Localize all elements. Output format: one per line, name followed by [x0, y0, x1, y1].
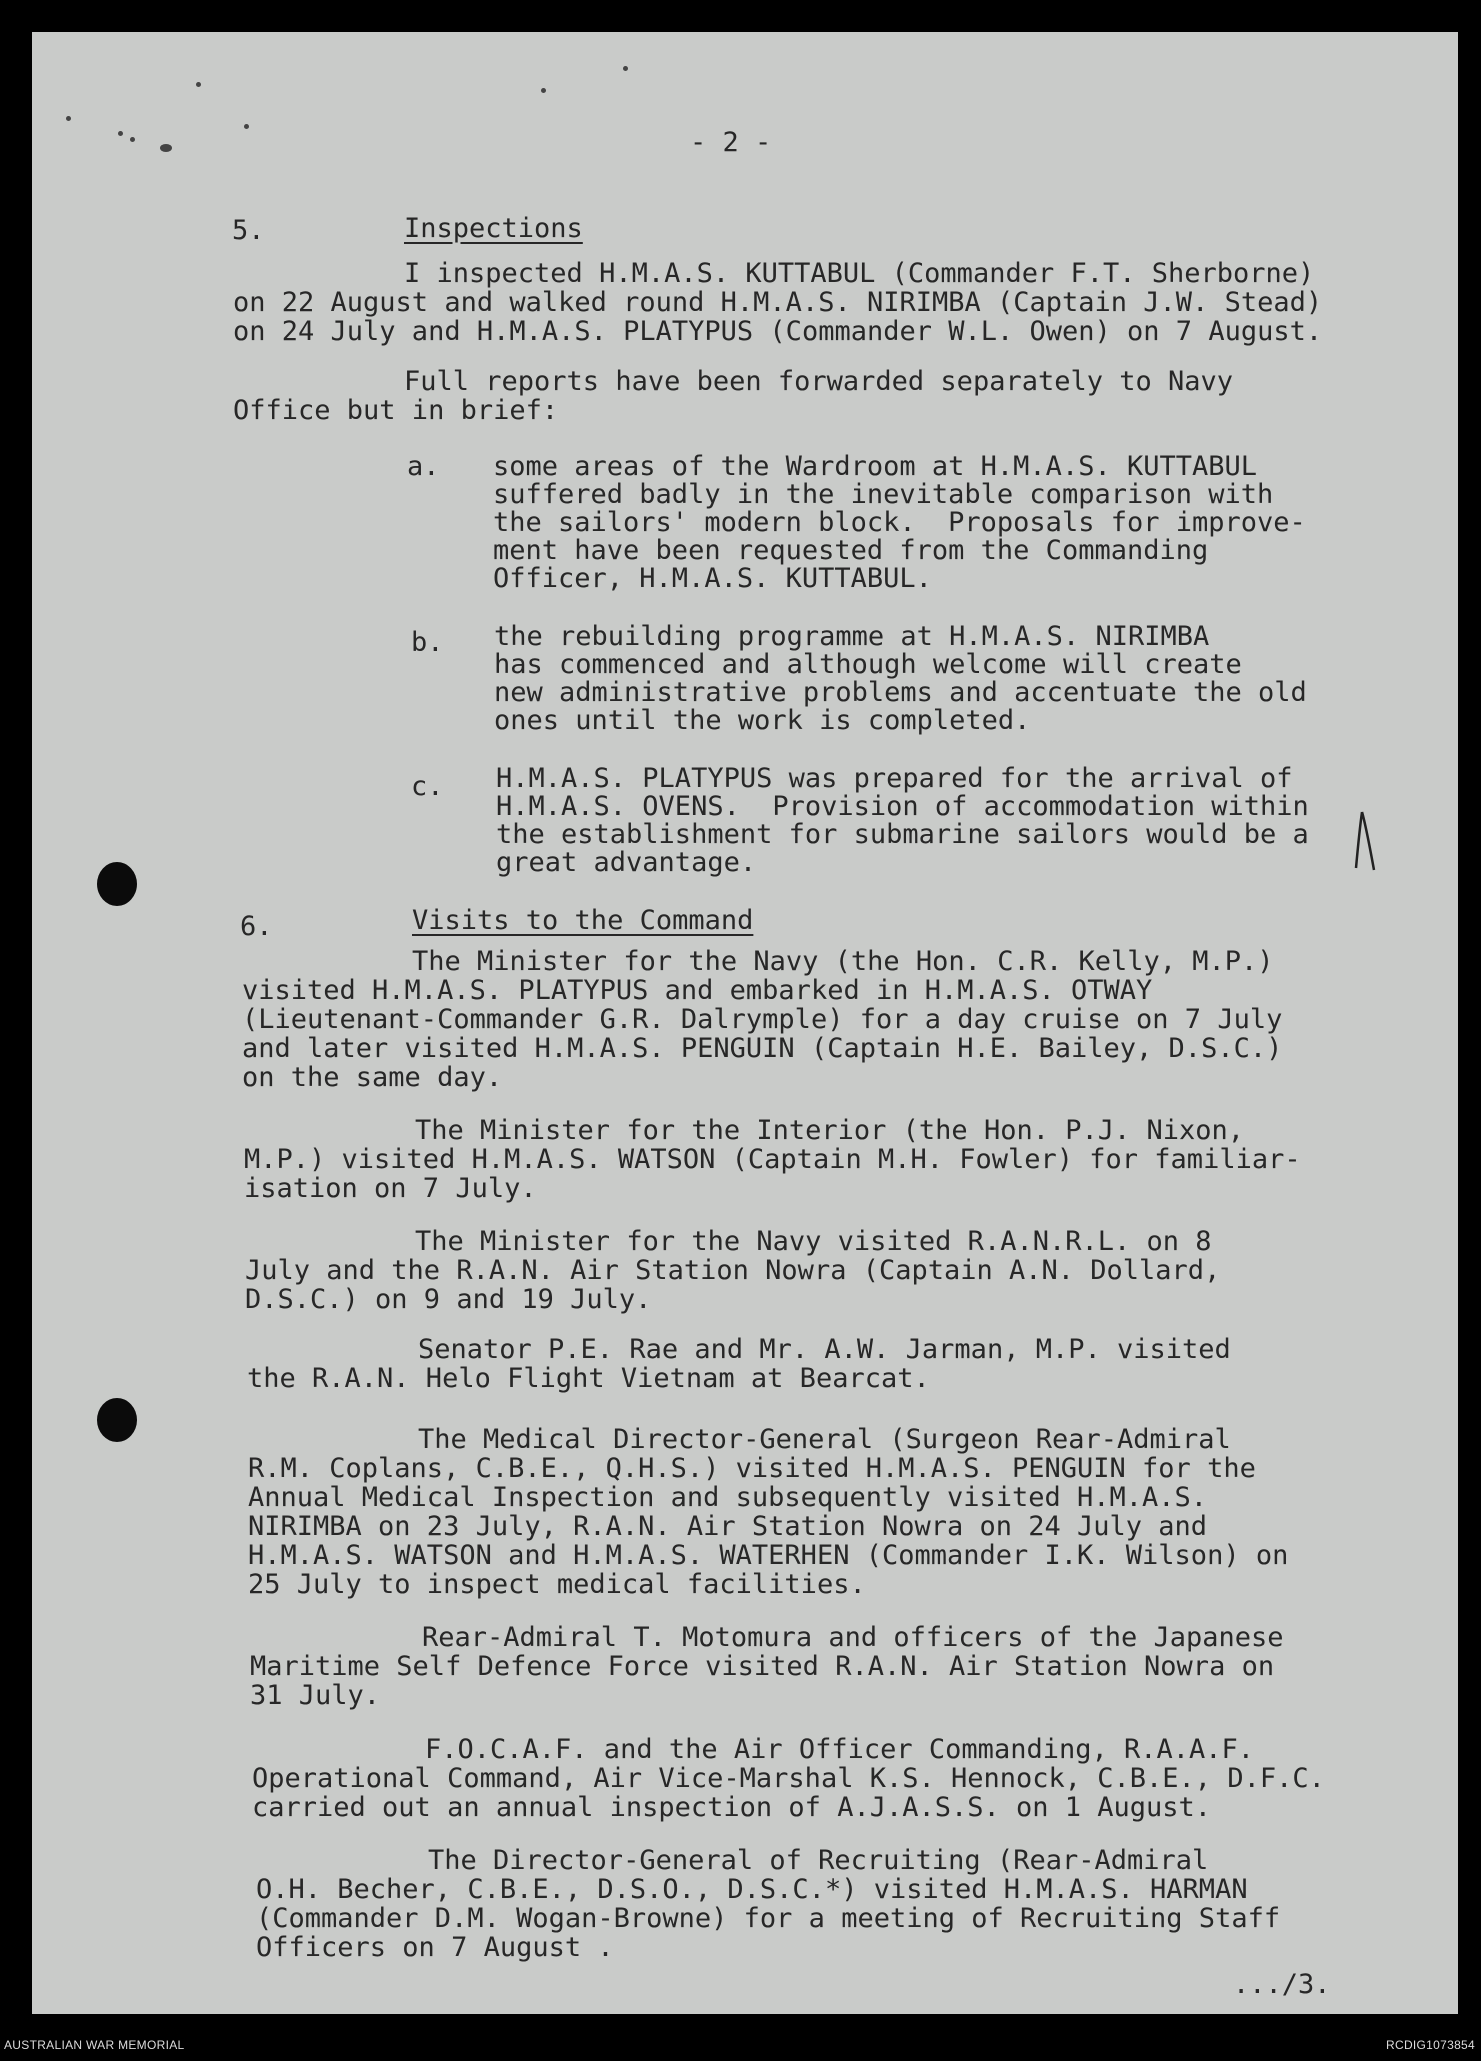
- section-5-para2-line1: Full reports have been forwarded separately to Navy: [404, 366, 1234, 397]
- section-5-para1-line3: on 24 July and H.M.A.S. PLATYPUS (Commander W.L. Owen) on 7 August.: [233, 316, 1323, 347]
- footer-reference-id: RCDIG1073854: [1386, 2038, 1475, 2052]
- section-5-para1-line2: on 22 August and walked round H.M.A.S. NIRIMBA (Captain J.W. Stead): [233, 287, 1323, 318]
- visit-para-4-line2: the R.A.N. Helo Flight Vietnam at Bearcat.: [247, 1363, 930, 1394]
- section-5-heading: Inspections: [404, 213, 583, 244]
- item-b-letter: b.: [411, 627, 444, 658]
- visit-para-1-line5: on the same day.: [242, 1062, 503, 1093]
- item-a-line5: Officer, H.M.A.S. KUTTABUL.: [493, 563, 932, 594]
- visit-para-8-line1: The Director-General of Recruiting (Rear-Admiral: [428, 1845, 1209, 1876]
- punch-hole-top: [97, 862, 137, 906]
- visit-para-1-line4: and later visited H.M.A.S. PENGUIN (Captain H.E. Bailey, D.S.C.): [242, 1033, 1283, 1064]
- visit-para-6-line3: 31 July.: [250, 1680, 381, 1711]
- item-a-line2: suffered badly in the inevitable comparison with: [493, 479, 1274, 510]
- visit-para-3-line1: The Minister for the Navy visited R.A.N.R.L. on 8: [415, 1226, 1212, 1257]
- visit-para-1-line3: (Lieutenant-Commander G.R. Dalrymple) for a day cruise on 7 July: [242, 1004, 1283, 1035]
- visit-para-5-line3: Annual Medical Inspection and subsequently visited H.M.A.S.: [248, 1482, 1208, 1513]
- visit-para-8-line3: (Commander D.M. Wogan-Browne) for a meeting of Recruiting Staff: [256, 1903, 1281, 1934]
- visit-para-5-line4: NIRIMBA on 23 July, R.A.N. Air Station Nowra on 24 July and: [248, 1511, 1208, 1542]
- item-a-line3: the sailors' modern block. Proposals for improve-: [493, 507, 1306, 538]
- visit-para-1-line1: The Minister for the Navy (the Hon. C.R. Kelly, M.P.): [412, 946, 1274, 977]
- visit-para-7-line3: carried out an annual inspection of A.J.A.S.S. on 1 August.: [252, 1792, 1212, 1823]
- section-5-para1-line1: I inspected H.M.A.S. KUTTABUL (Commander F.T. Sherborne): [404, 258, 1315, 289]
- visit-para-5-line2: R.M. Coplans, C.B.E., Q.H.S.) visited H.M.A.S. PENGUIN for the: [248, 1453, 1256, 1484]
- item-c-letter: c.: [411, 771, 444, 802]
- visit-para-3-line2: July and the R.A.N. Air Station Nowra (Captain A.N. Dollard,: [245, 1255, 1221, 1286]
- section-5-para2-line2: Office but in brief:: [233, 395, 559, 426]
- visit-para-5-line5: H.M.A.S. WATSON and H.M.A.S. WATERHEN (Commander I.K. Wilson) on: [248, 1540, 1289, 1571]
- visit-para-8-line4: Officers on 7 August .: [256, 1932, 614, 1963]
- item-c-line1: H.M.A.S. PLATYPUS was prepared for the arrival of: [496, 763, 1293, 794]
- paper-speck: [160, 144, 172, 152]
- page-number: - 2 -: [690, 127, 772, 158]
- visit-para-5-line1: The Medical Director-General (Surgeon Rear-Admiral: [418, 1424, 1231, 1455]
- visit-para-6-line1: Rear-Admiral T. Motomura and officers of the Japanese: [422, 1622, 1284, 1653]
- visit-para-5-line6: 25 July to inspect medical facilities.: [248, 1569, 866, 1600]
- section-6-number: 6.: [240, 911, 273, 942]
- continuation-marker: .../3.: [1233, 1969, 1331, 2000]
- item-a-letter: a.: [407, 451, 440, 482]
- paper-speck: [118, 131, 123, 136]
- paper-speck: [244, 124, 249, 129]
- item-b-line1: the rebuilding programme at H.M.A.S. NIRIMBA: [494, 621, 1210, 652]
- visit-para-7-line2: Operational Command, Air Vice-Marshal K.S. Hennock, C.B.E., D.F.C.: [252, 1763, 1325, 1794]
- item-b-line2: has commenced and although welcome will create: [494, 649, 1242, 680]
- item-c-line4: great advantage.: [496, 847, 757, 878]
- paper-speck: [623, 66, 628, 71]
- margin-mark: [1350, 806, 1380, 876]
- paper-speck: [66, 116, 71, 121]
- visit-para-1-line2: visited H.M.A.S. PLATYPUS and embarked in H.M.A.S. OTWAY: [242, 975, 1153, 1006]
- visit-para-7-line1: F.O.C.A.F. and the Air Officer Commanding, R.A.A.F.: [425, 1734, 1255, 1765]
- visit-para-3-line3: D.S.C.) on 9 and 19 July.: [245, 1284, 652, 1315]
- visit-para-8-line2: O.H. Becher, C.B.E., D.S.O., D.S.C.*) visited H.M.A.S. HARMAN: [256, 1874, 1248, 1905]
- footer-institution: AUSTRALIAN WAR MEMORIAL: [4, 2038, 185, 2052]
- visit-para-6-line2: Maritime Self Defence Force visited R.A.N. Air Station Nowra on: [250, 1651, 1275, 1682]
- visit-para-2-line2: M.P.) visited H.M.A.S. WATSON (Captain M.H. Fowler) for familiar-: [244, 1144, 1301, 1175]
- paper-speck: [130, 137, 135, 142]
- paper-speck: [196, 82, 201, 87]
- item-a-line4: ment have been requested from the Commanding: [493, 535, 1209, 566]
- paper-speck: [541, 88, 546, 93]
- visit-para-2-line1: The Minister for the Interior (the Hon. P.J. Nixon,: [415, 1115, 1245, 1146]
- item-c-line2: H.M.A.S. OVENS. Provision of accommodation within: [496, 791, 1309, 822]
- visit-para-2-line3: isation on 7 July.: [244, 1173, 537, 1204]
- item-b-line3: new administrative problems and accentuate the old: [494, 677, 1307, 708]
- visit-para-4-line1: Senator P.E. Rae and Mr. A.W. Jarman, M.P. visited: [418, 1334, 1231, 1365]
- item-c-line3: the establishment for submarine sailors would be a: [496, 819, 1309, 850]
- item-b-line4: ones until the work is completed.: [494, 705, 1031, 736]
- punch-hole-bottom: [97, 1398, 137, 1442]
- item-a-line1: some areas of the Wardroom at H.M.A.S. KUTTABUL: [493, 451, 1258, 482]
- section-5-number: 5.: [232, 215, 265, 246]
- section-6-heading: Visits to the Command: [412, 905, 754, 936]
